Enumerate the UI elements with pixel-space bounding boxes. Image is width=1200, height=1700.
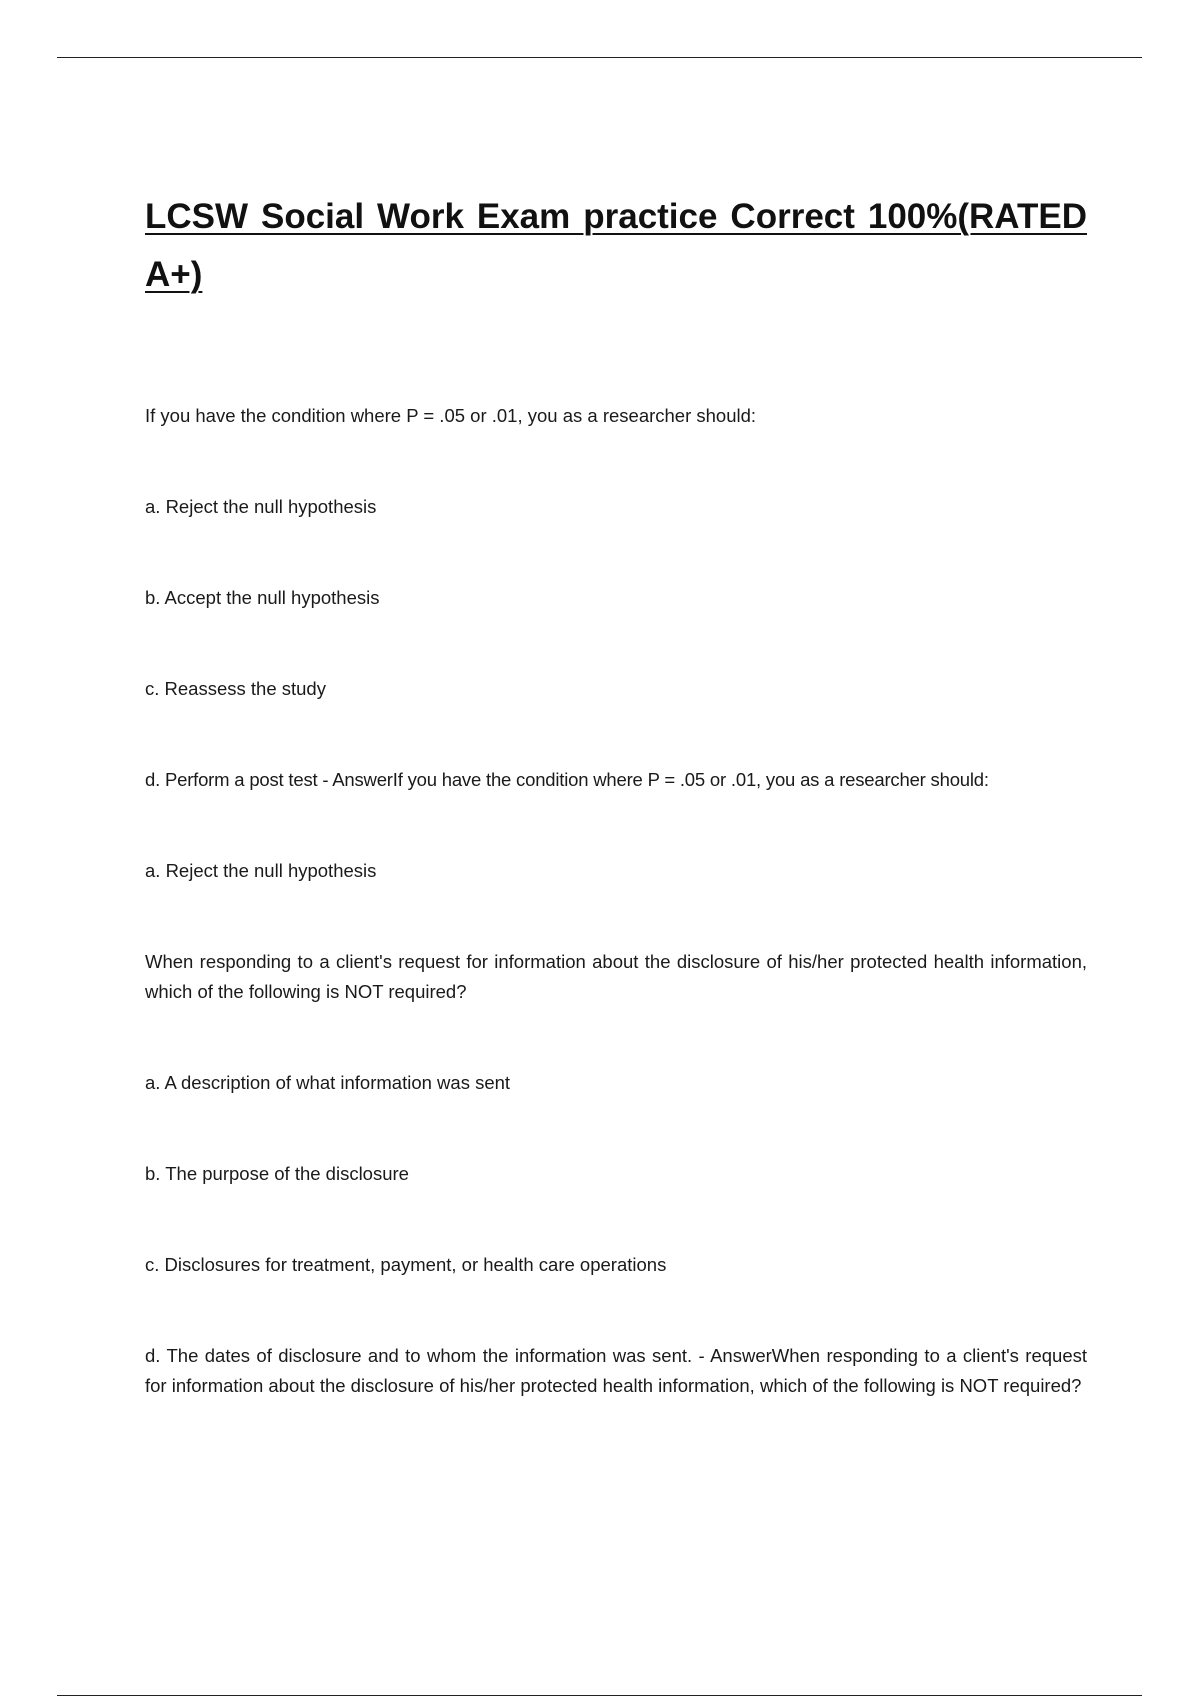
bottom-divider bbox=[57, 1695, 1142, 1696]
question-2-option-c: c. Disclosures for treatment, payment, or health care operations bbox=[145, 1254, 667, 1275]
question-1-option-d-answer: d. Perform a post test - AnswerIf you have the condition where P = .05 or .01, you as a researcher should: bbox=[145, 769, 989, 790]
question-1-answer: a. Reject the null hypothesis bbox=[145, 860, 377, 881]
question-1-option-c: c. Reassess the study bbox=[145, 678, 326, 699]
question-1-option-b: b. Accept the null hypothesis bbox=[145, 587, 380, 608]
document-title bbox=[145, 188, 1087, 304]
top-divider bbox=[57, 57, 1142, 58]
title-line-2: A+) bbox=[145, 255, 203, 294]
question-2-option-b: b. The purpose of the disclosure bbox=[145, 1163, 409, 1184]
question-2-text: When responding to a client's request for information about the disclosure of his/her protected health information, which of the following is NOT required? bbox=[145, 951, 1087, 1002]
question-2-option-d-answer: d. The dates of disclosure and to whom the information was sent. - AnswerWhen responding to a client's request for information about the disclosure of his/her protected health information, which of the following is NOT required? bbox=[145, 1345, 1087, 1396]
question-2-option-a: a. A description of what information was sent bbox=[145, 1072, 511, 1093]
question-1-option-a: a. Reject the null hypothesis bbox=[145, 496, 377, 517]
title-line-1: LCSW Social Work Exam practice Correct 100%(RATED bbox=[145, 197, 1087, 236]
question-1-text: If you have the condition where P = .05 or .01, you as a researcher should: bbox=[145, 405, 757, 426]
